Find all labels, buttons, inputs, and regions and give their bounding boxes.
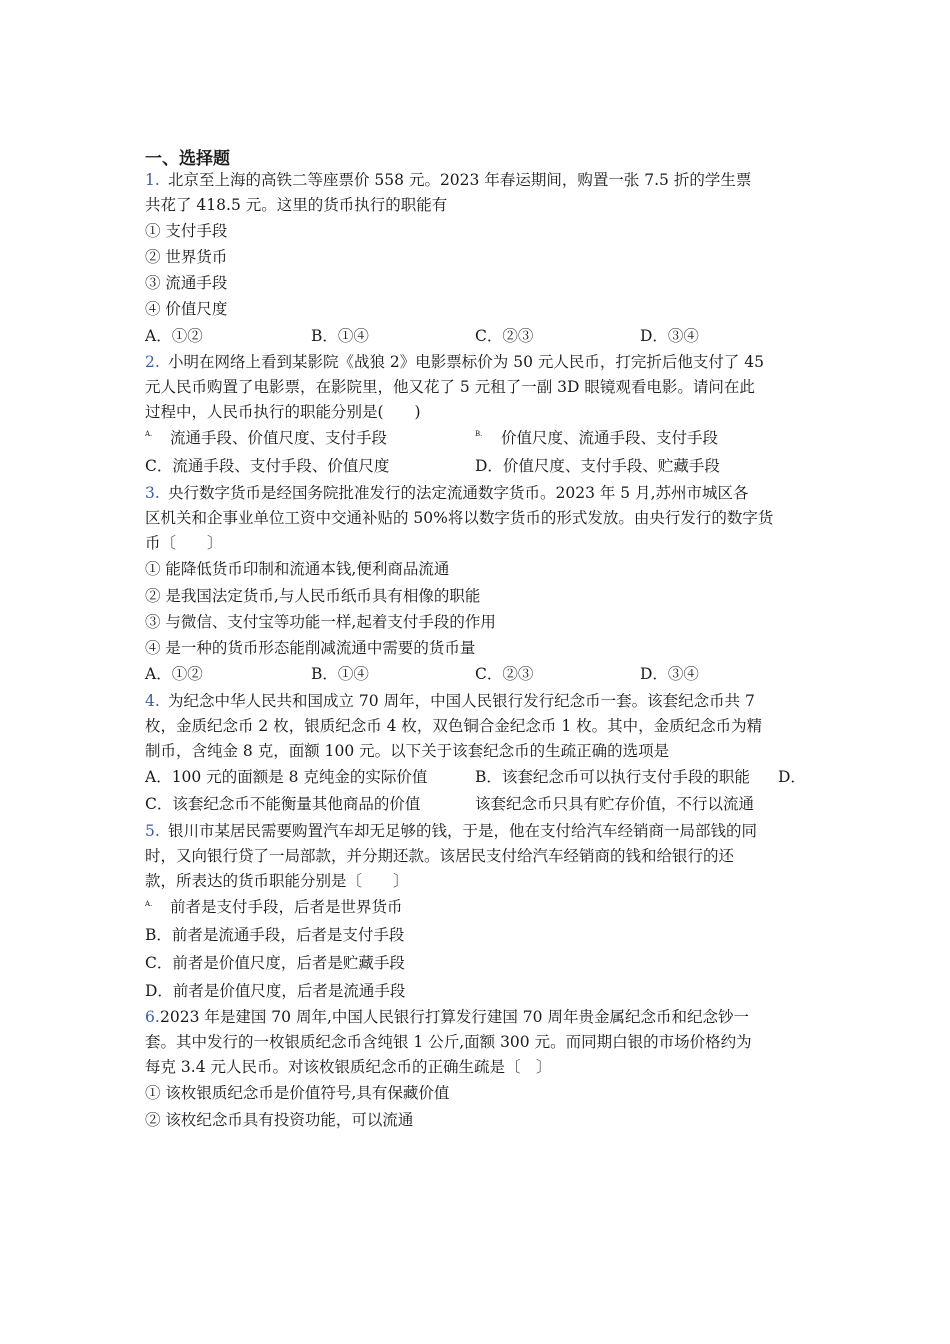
question-stem-line: 过程中，人民币执行的职能分别是( ) bbox=[145, 403, 421, 421]
option-b: B．前者是流通手段，后者是支付手段 bbox=[145, 926, 405, 944]
question-stem-line: 共花了 418.5 元。这里的货币执行的职能有 bbox=[145, 196, 448, 214]
question-stem-line: 央行数字货币是经国务院批准发行的法定流通数字货币。2023 年 5 月,苏州市城区各 bbox=[168, 484, 749, 502]
option-a: A．①② bbox=[145, 327, 203, 345]
question-number: 6. bbox=[145, 1008, 160, 1026]
question-number: 3. bbox=[145, 484, 160, 502]
statement-item: ④ 是一种的货币形态能削减流通中需要的货币量 bbox=[145, 639, 476, 657]
option-d: D．③④ bbox=[640, 327, 699, 345]
question-stem-line: 时，又向银行贷了一局部款，并分期还款。该居民支付给汽车经销商的钱和给银行的还 bbox=[145, 847, 735, 865]
section-title: 一、选择题 bbox=[145, 149, 230, 169]
statement-item: ② 该枚纪念币具有投资功能，可以流通 bbox=[145, 1111, 414, 1129]
option-d: D．价值尺度、支付手段、贮藏手段 bbox=[475, 457, 720, 475]
option-b: B．①④ bbox=[311, 327, 369, 345]
question-stem-line: 2023 年是建国 70 周年,中国人民银行打算发行建国 70 周年贵金属纪念币和纪念钞一 bbox=[160, 1008, 749, 1026]
question-stem-line: 为纪念中华人民共和国成立 70 周年，中国人民银行发行纪念币一套。该套纪念币共 7 bbox=[168, 692, 755, 710]
option-d-letter: D． bbox=[778, 768, 806, 786]
option-c: C．②③ bbox=[475, 327, 534, 345]
question-stem-line: 区机关和企事业单位工资中交通补贴的 50%将以数字货币的形式发放。由央行发行的数字货 bbox=[145, 509, 774, 527]
option-d: D．③④ bbox=[640, 665, 699, 683]
question-stem-line: 套。其中发行的一枚银质纪念币含纯银 1 公斤,面额 300 元。而同期白银的市场价格约为 bbox=[145, 1033, 752, 1051]
option-c: C．②③ bbox=[475, 665, 534, 683]
question-stem-line: 元人民币购置了电影票，在影院里，他又花了 5 元租了一副 3D 眼镜观看电影。请问在此 bbox=[145, 378, 755, 396]
question-stem-line: 制币，含纯金 8 克，面额 100 元。以下关于该套纪念币的生疏正确的选项是 bbox=[145, 742, 670, 760]
option-b-marker: B. bbox=[475, 430, 483, 438]
option-b: 价值尺度、流通手段、支付手段 bbox=[501, 429, 719, 447]
question-number: 2. bbox=[145, 353, 160, 371]
statement-item: ② 是我国法定货币,与人民币纸币具有相像的职能 bbox=[145, 587, 481, 605]
statement-item: ① 该枚银质纪念币是价值符号,具有保藏价值 bbox=[145, 1084, 450, 1102]
statement-item: ① 支付手段 bbox=[145, 222, 228, 240]
question-number: 1. bbox=[145, 171, 160, 189]
option-b: B．①④ bbox=[311, 665, 369, 683]
statement-item: ④ 价值尺度 bbox=[145, 300, 228, 318]
question-stem-line: 币〔 〕 bbox=[145, 534, 223, 552]
statement-item: ③ 流通手段 bbox=[145, 274, 228, 292]
question-stem-line: 银川市某居民需要购置汽车却无足够的钱，于是，他在支付给汽车经销商一局部钱的同 bbox=[168, 822, 758, 840]
question-stem-line: 款，所表达的货币职能分别是〔 〕 bbox=[145, 872, 409, 890]
question-number: 5. bbox=[145, 822, 160, 840]
statement-item: ② 世界货币 bbox=[145, 248, 228, 266]
option-c: C．前者是价值尺度，后者是贮藏手段 bbox=[145, 954, 405, 972]
option-a: A．100 元的面额是 8 克纯金的实际价值 bbox=[145, 768, 428, 786]
question-stem-line: 枚，金质纪念币 2 枚，银质纪念币 4 枚，双色铜合金纪念币 1 枚。其中，金质纪念币为精 bbox=[145, 717, 763, 735]
option-a: 流通手段、价值尺度、支付手段 bbox=[170, 429, 388, 447]
question-stem-line: 北京至上海的高铁二等座票价 558 元。2023 年春运期间，购置一张 7.5 折的学生票 bbox=[168, 171, 752, 189]
option-a: 前者是支付手段，后者是世界货币 bbox=[170, 898, 403, 916]
option-a-marker: A. bbox=[145, 900, 153, 908]
option-d: D．前者是价值尺度，后者是流通手段 bbox=[145, 982, 406, 1000]
option-a: A．①② bbox=[145, 665, 203, 683]
statement-item: ① 能降低货币印制和流通本钱,便利商品流通 bbox=[145, 560, 450, 578]
question-number: 4. bbox=[145, 692, 160, 710]
option-c: C．该套纪念币不能衡量其他商品的价值 bbox=[145, 795, 421, 813]
option-d: 该套纪念币只具有贮存价值，不行以流通 bbox=[475, 795, 755, 813]
option-a-marker: A. bbox=[145, 430, 153, 438]
option-c: C．流通手段、支付手段、价值尺度 bbox=[145, 457, 390, 475]
statement-item: ③ 与微信、支付宝等功能一样,起着支付手段的作用 bbox=[145, 613, 496, 631]
option-b: B．该套纪念币可以执行支付手段的职能 bbox=[475, 768, 750, 786]
question-stem-line: 每克 3.4 元人民币。对该枚银质纪念币的正确生疏是〔 〕 bbox=[145, 1058, 552, 1076]
question-stem-line: 小明在网络上看到某影院《战狼 2》电影票标价为 50 元人民币，打完折后他支付了 45 bbox=[168, 353, 765, 371]
